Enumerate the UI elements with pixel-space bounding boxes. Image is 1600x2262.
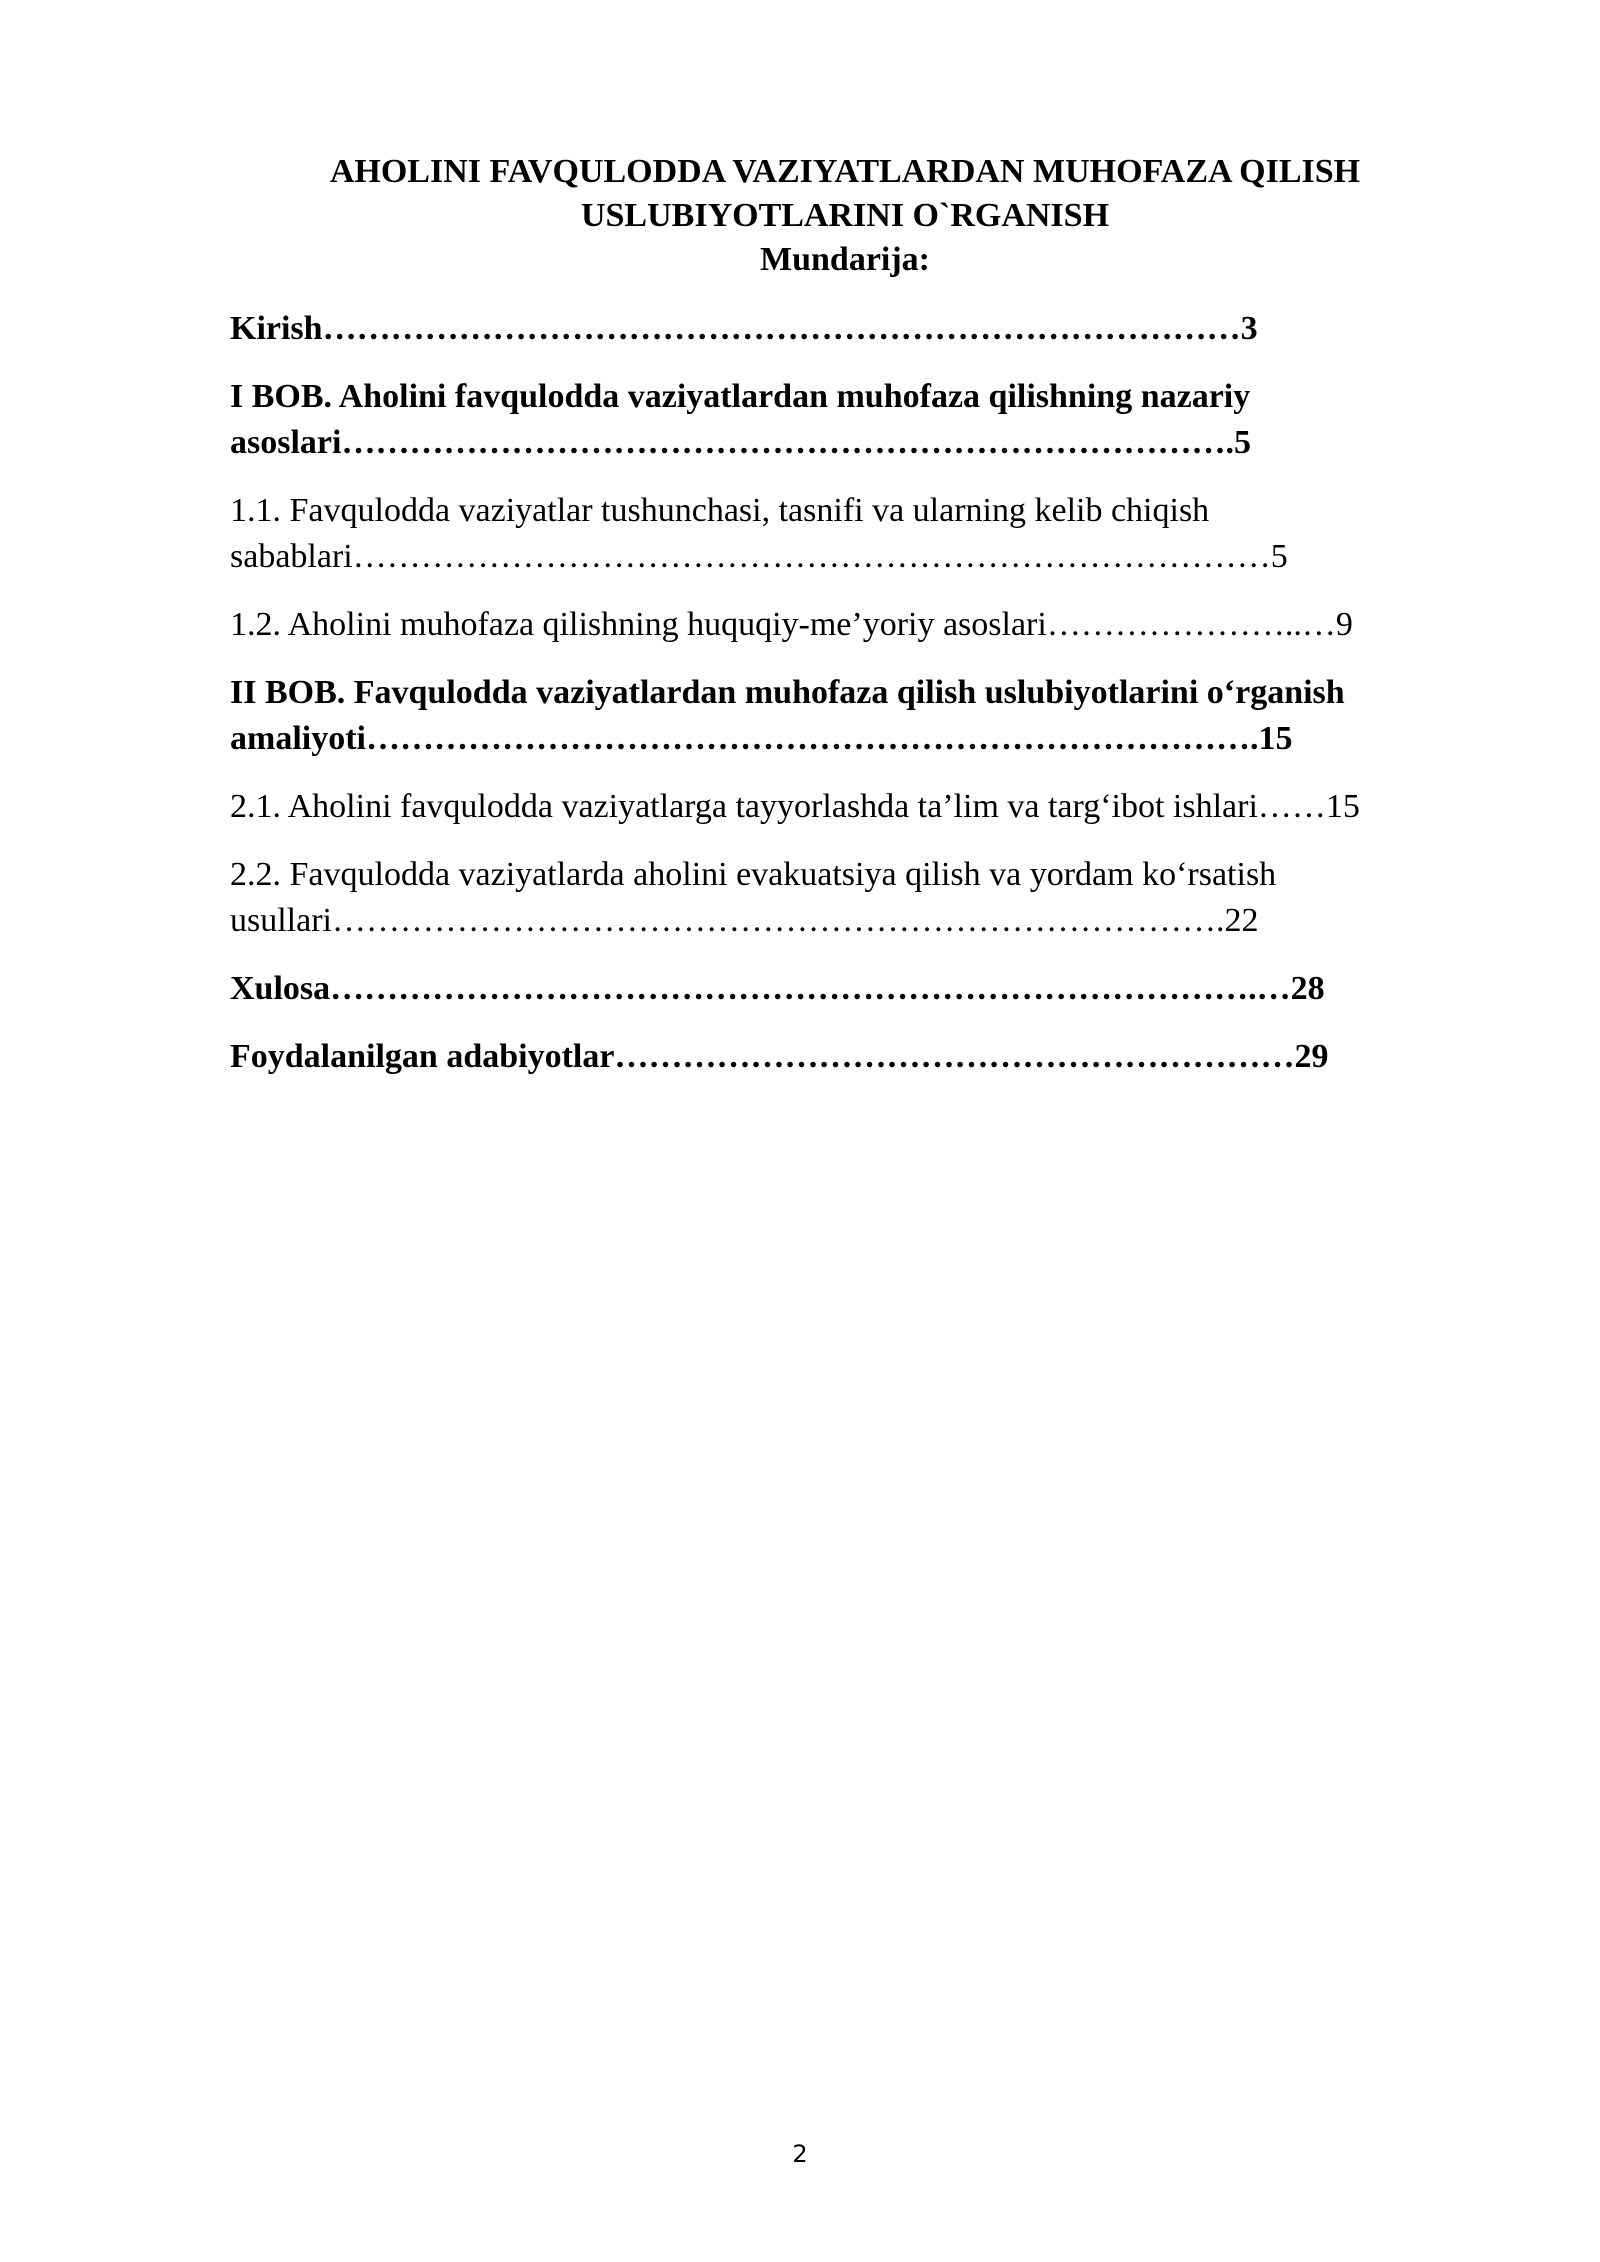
toc-entry-section-2-1: [230, 784, 1490, 830]
toc-entry-chapter-2: [230, 670, 1490, 762]
toc-entry-line: 2.1. Aholini favqulodda vaziyatlarga tayyorlashda ta’lim va targ‘ibot ishlari……15: [230, 788, 1360, 825]
document-title-line-1: AHOLINI FAVQULODDA VAZIYATLARDAN MUHOFAZA QILISH: [329, 153, 1361, 190]
toc-entry-kirish: [230, 306, 1490, 352]
contents-heading: Mundarija:: [760, 241, 930, 278]
toc-entry-chapter-1: [230, 374, 1490, 466]
toc-entry-line: asoslari…………………………………………………………………….5: [230, 424, 1251, 461]
toc-entry-line: usullari…………………………………………………………………….22: [230, 902, 1259, 939]
toc-entry-line: amaliyoti…………………………………………………………………….15: [230, 720, 1293, 757]
toc-entry-line: 1.2. Aholini muhofaza qilishning huquqiy-me’yoriy asoslari…………………..…9: [230, 606, 1353, 643]
toc-entry-line: 1.1. Favqulodda vaziyatlar tushunchasi, tasnifi va ularning kelib chiqish: [230, 492, 1210, 529]
toc-entry-line: 2.2. Favqulodda vaziyatlarda aholini evakuatsiya qilish va yordam ko‘rsatish: [230, 856, 1277, 893]
toc-entry-line: II BOB. Favqulodda vaziyatlardan muhofaza qilish uslubiyotlarini o‘rganish: [230, 674, 1345, 711]
toc-entry-line: Xulosa……………………………………………………………………….…28: [230, 970, 1325, 1007]
page-number: 2: [792, 2140, 808, 2168]
title-block: [230, 150, 1460, 282]
table-of-contents: [230, 306, 1490, 1102]
toc-entry-section-2-2: [230, 852, 1490, 944]
document-title-line-2: USLUBIYOTLARINI O`RGANISH: [580, 197, 1110, 234]
toc-entry-line: Kirish………………………………………………………………………3: [230, 310, 1258, 347]
toc-entry-references: [230, 1034, 1490, 1080]
toc-entry-line: sabablari………………………………………………………………………5: [230, 538, 1288, 575]
toc-entry-section-1-2: [230, 602, 1490, 648]
toc-entry-line: I BOB. Aholini favqulodda vaziyatlardan muhofaza qilishning nazariy: [230, 378, 1251, 415]
toc-entry-section-1-1: [230, 488, 1490, 580]
toc-entry-xulosa: [230, 966, 1490, 1012]
toc-entry-line: Foydalanilgan adabiyotlar……………………………………………………29: [230, 1038, 1329, 1075]
